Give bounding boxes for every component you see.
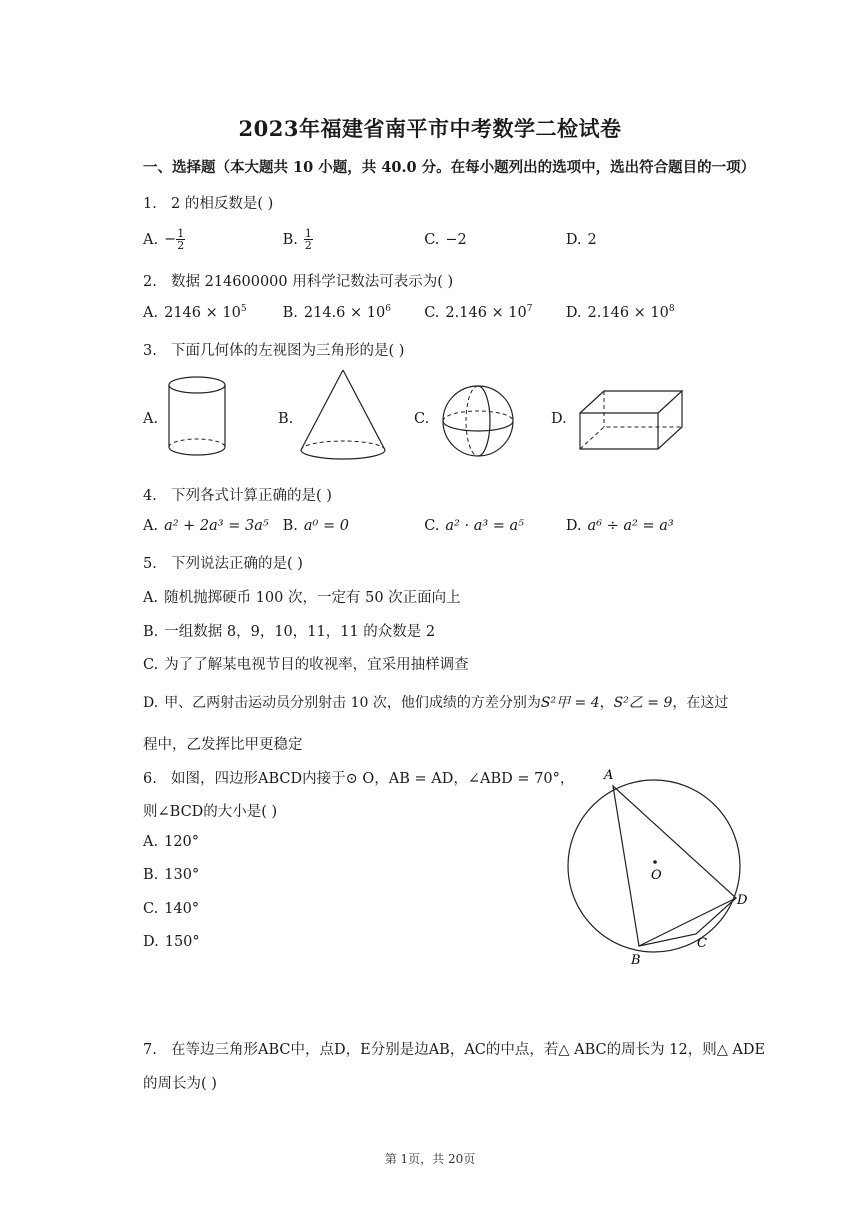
question-2: 2. 数据 214600000 用科学记数法可表示为( ) xyxy=(143,274,454,290)
option-a[interactable]: A. 随机抛掷硬币 100 次，一定有 50 次正面向上 xyxy=(143,590,461,606)
option-d[interactable]: D. 甲、乙两射击运动员分别射击 10 次，他们成绩的方差分别为S²甲 = 4，S²乙 = 9，在这过 xyxy=(143,695,729,711)
option-b[interactable]: B. 130° xyxy=(143,867,200,883)
option-b[interactable]: B. 一组数据 8，9，10，11，11 的众数是 2 xyxy=(143,624,436,640)
option-b[interactable]: B. $\frac{1}{2}$ xyxy=(282,227,312,252)
question-1-options xyxy=(143,228,597,251)
option-d[interactable]: D. 150° xyxy=(143,934,200,950)
section-heading: 一、选择题（本大题共 10 小题，共 40.0 分。在每小题列出的选项中，选出符合题目的一项） xyxy=(143,159,756,176)
label-b: B xyxy=(631,953,641,968)
cuboid-figure xyxy=(578,389,686,453)
option-c[interactable]: C. $2.146 \times 10^7$ xyxy=(424,304,533,321)
option-b[interactable]: B. a⁰ = 0 xyxy=(282,518,349,534)
question-stem: 下列各式计算正确的是( ) xyxy=(171,488,332,504)
fraction: $\frac{1}{2}$ xyxy=(177,227,185,252)
option-c[interactable]: C. 140° xyxy=(143,901,200,917)
question-7: 7. 在等边三角形ABC中，点D，E分别是边AB，AC的中点，若△ ABC的周长为 12，则△ ADE xyxy=(143,1042,766,1058)
question-4-options xyxy=(143,518,674,534)
label-o: O xyxy=(651,868,662,883)
fraction: $\frac{1}{2}$ xyxy=(304,227,312,252)
sphere-figure xyxy=(440,383,516,459)
option-c-label[interactable]: C. xyxy=(414,411,430,427)
question-4: 4. 下列各式计算正确的是( ) xyxy=(143,488,332,504)
option-d-label[interactable]: D. xyxy=(551,411,567,427)
label-d: D xyxy=(737,893,748,908)
option-d[interactable]: D. a⁶ ÷ a² = a³ xyxy=(565,518,674,534)
question-7-line2: 的周长为( ) xyxy=(143,1076,217,1092)
question-1 xyxy=(143,192,273,213)
question-stem: 数据 214600000 用科学记数法可表示为( ) xyxy=(171,274,454,290)
option-a[interactable]: A. 120° xyxy=(143,834,200,850)
question-stem: 2 的相反数是( ) xyxy=(171,196,274,212)
question-stem: 下面几何体的左视图为三角形的是( ) xyxy=(171,343,405,359)
circle-o xyxy=(568,780,740,952)
question-6-line2: 则∠BCD的大小是( ) xyxy=(143,804,278,820)
option-d[interactable]: D. $2.146 \times 10^8$ xyxy=(565,304,675,321)
question-stem: 在等边三角形ABC中，点D，E分别是边AB，AC的中点，若△ ABC的周长为 12，则△ ADE xyxy=(171,1042,766,1058)
option-a[interactable]: A. − $\frac{1}{2}$ xyxy=(143,227,185,252)
option-a-label[interactable]: A. xyxy=(143,411,159,427)
question-3: 3. 下面几何体的左视图为三角形的是( ) xyxy=(143,343,405,359)
question-5: 5. 下列说法正确的是( ) xyxy=(143,556,303,572)
option-c[interactable]: C. a² · a³ = a⁵ xyxy=(424,518,524,534)
page-footer: 第 1页，共 20页 xyxy=(384,1152,476,1166)
page-title: 2023年福建省南平市中考数学二检试卷 xyxy=(238,116,622,141)
option-b-label[interactable]: B. xyxy=(278,411,294,427)
question-2-options xyxy=(143,304,675,321)
option-a[interactable]: A. $2146 \times 10^5$ xyxy=(143,304,247,321)
option-d[interactable]: D. 2 xyxy=(565,231,597,248)
option-d-continued: 程中，乙发挥比甲更稳定 xyxy=(143,737,303,753)
question-stem: 如图，四边形ABCD内接于⊙ O，AB = AD，∠ABD = 70°， xyxy=(171,771,575,787)
label-c: C xyxy=(697,936,707,951)
center-point xyxy=(653,860,657,864)
option-c[interactable]: C. −2 xyxy=(424,231,467,248)
option-b[interactable]: B. $214.6 \times 10^6$ xyxy=(282,304,391,321)
label-a: A xyxy=(604,768,614,783)
cone-figure xyxy=(298,368,390,468)
question-number: 1. xyxy=(143,196,157,212)
cylinder-figure xyxy=(165,375,230,465)
question-stem: 下列说法正确的是( ) xyxy=(171,556,303,572)
option-a[interactable]: A. a² + 2a³ = 3a⁵ xyxy=(143,518,269,534)
question-6: 6. 如图，四边形ABCD内接于⊙ O，AB = AD，∠ABD = 70°， xyxy=(143,771,575,787)
triangle-abd xyxy=(613,786,736,946)
option-c[interactable]: C. 为了了解某电视节目的收视率，宜采用抽样调查 xyxy=(143,657,469,673)
circle-quadrilateral-figure xyxy=(560,764,760,974)
